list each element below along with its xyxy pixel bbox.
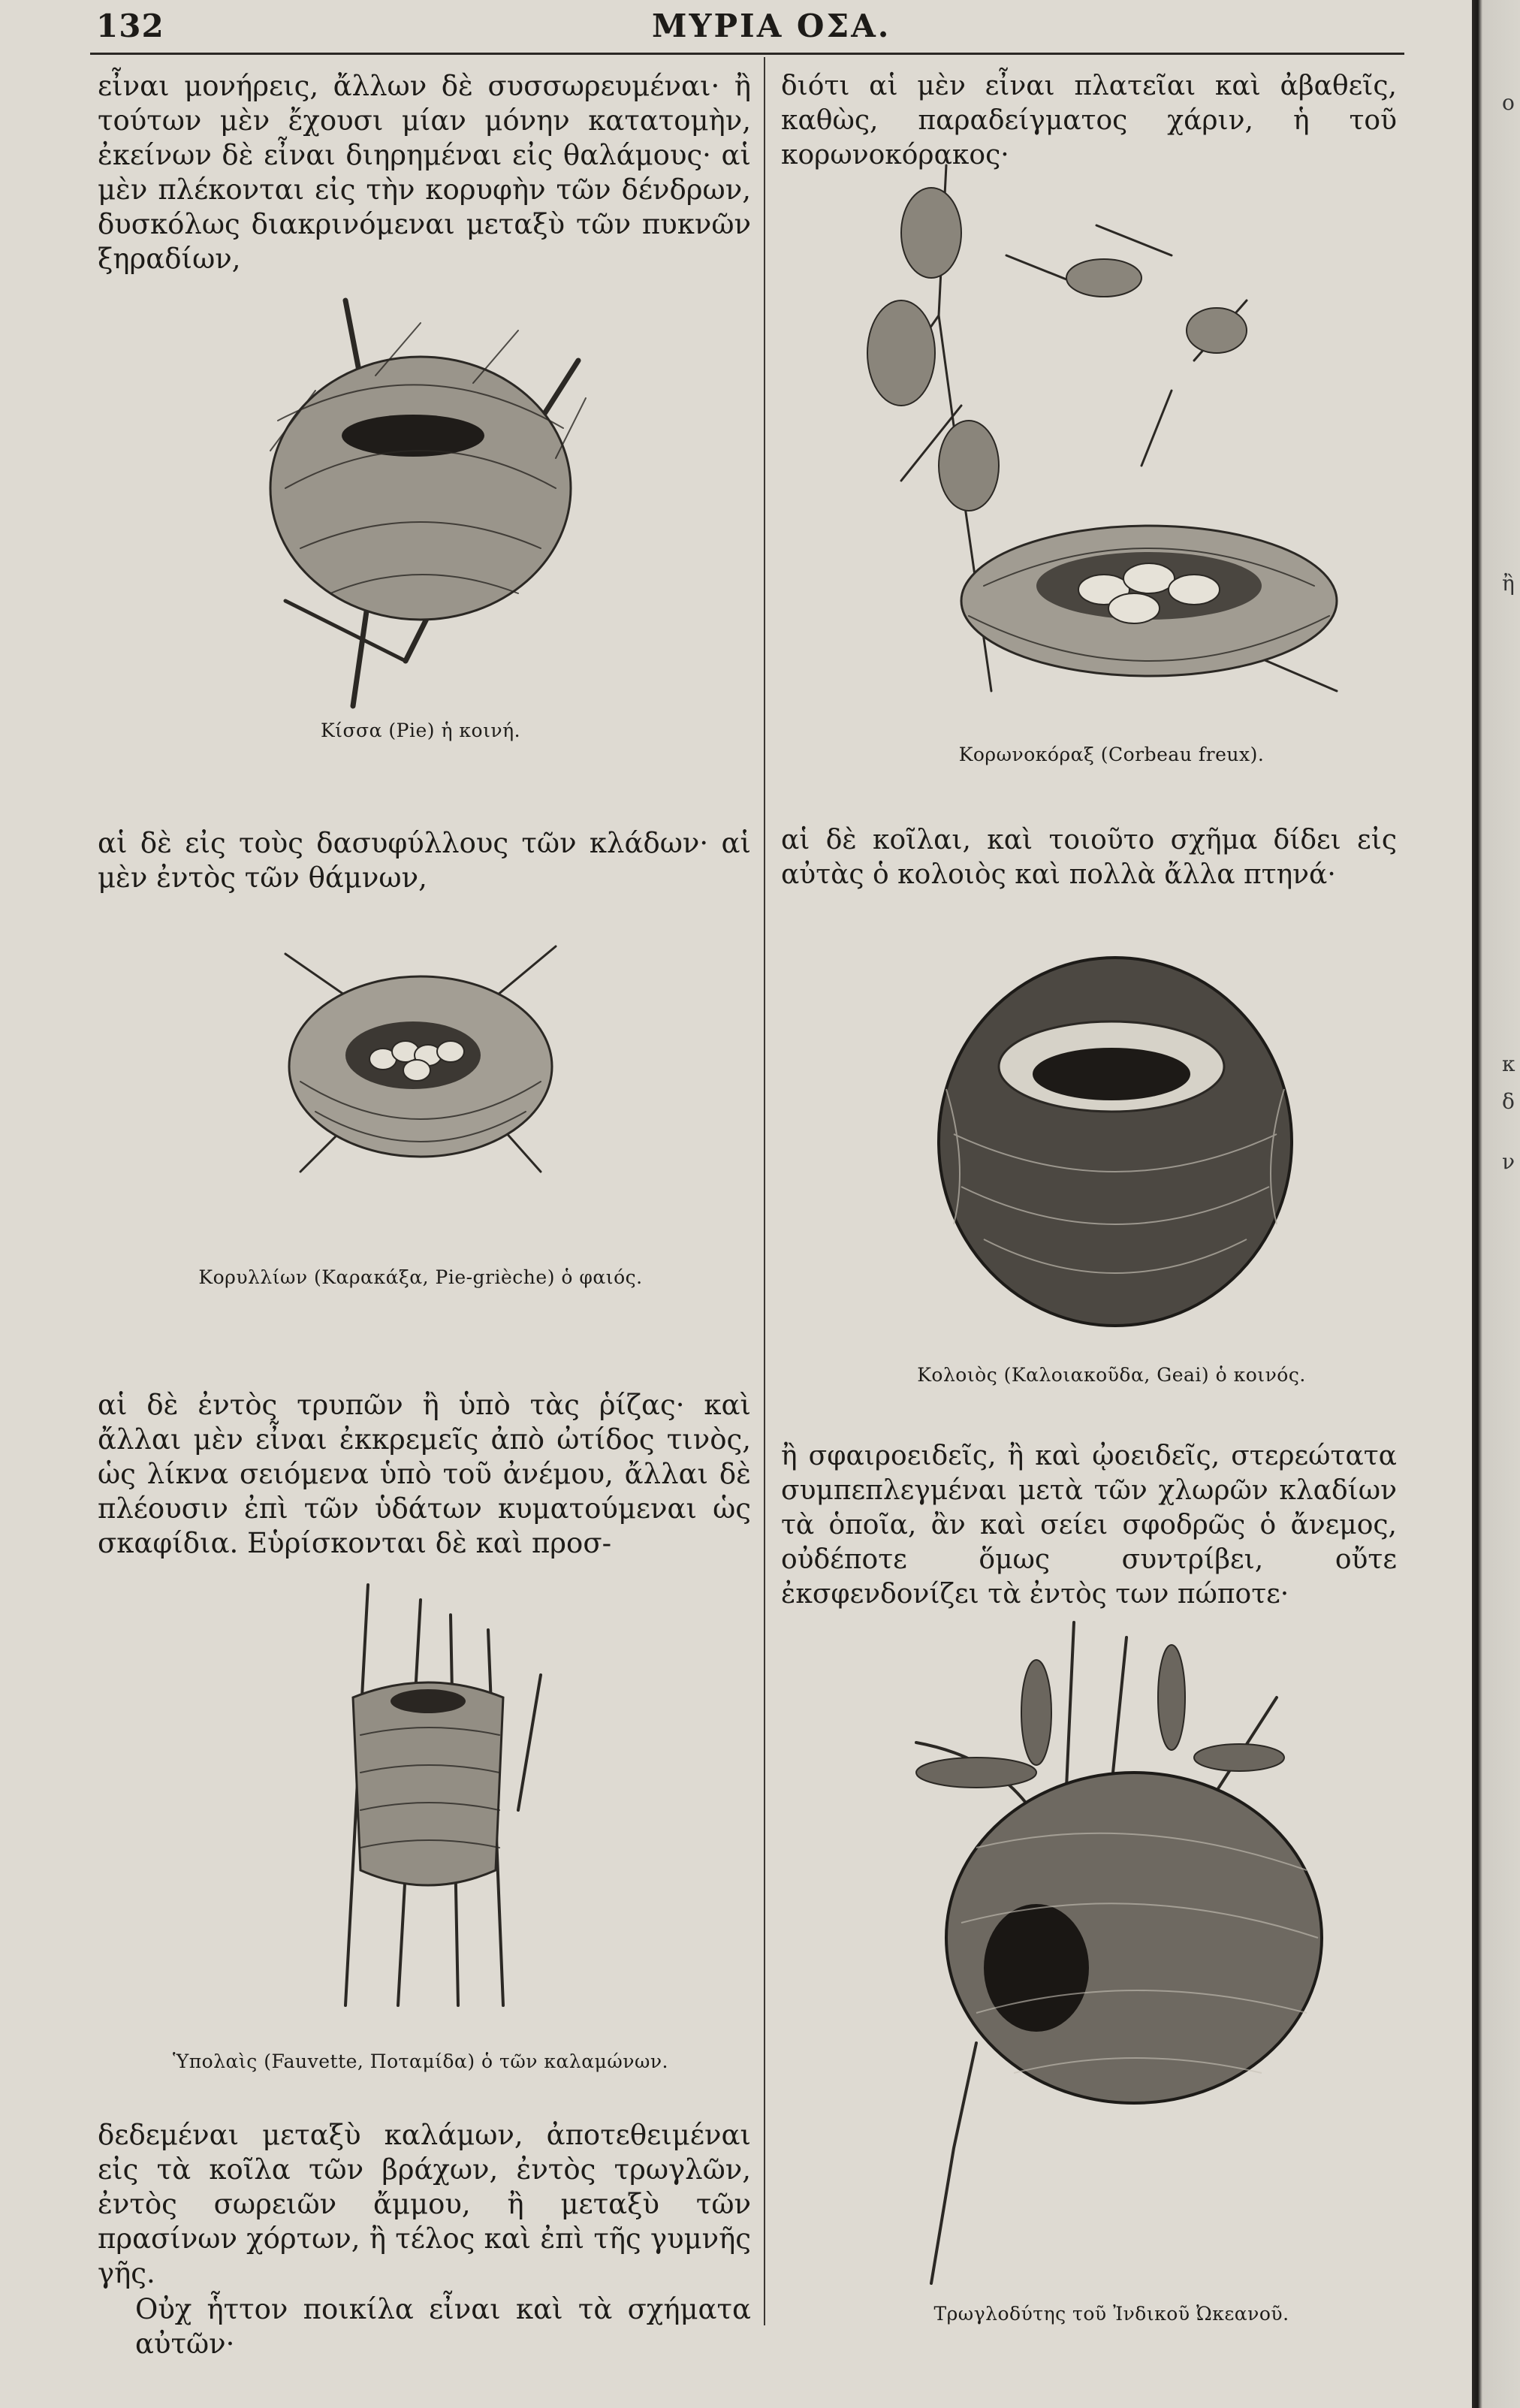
caption-shrike: Κορυλλίων (Καρακάξα, Pie-grièche) ὁ φαιός.	[198, 1266, 643, 1288]
adjacent-page-char: ν	[1502, 1149, 1515, 1174]
left-paragraph-4: δεδεμέναι μεταξὺ καλάμων, ἀποτεθειμέναι εἰς τὰ κοῖλα τῶν βράχων, ἐντὸς τρωγλῶν, ἐντὸς σωρειῶν ἄμμου, ἢ μεταξὺ τῶν πρασίνων χόρτων, ἢ τέλος καὶ ἐπὶ τῆς γυμνῆς γῆς.	[98, 2119, 751, 2289]
adjacent-page-char: δ	[1502, 1089, 1515, 1114]
left-paragraph-5: Οὐχ ἧττον ποικίλα εἶναι καὶ τὰ σχήματα αὐτῶν·	[135, 2293, 751, 2360]
jay-nest-illustration	[924, 939, 1307, 1337]
left-paragraph-3: αἱ δὲ ἐντὸς τρυπῶν ἢ ὑπὸ τὰς ῥίζας· καὶ ἄλλαι μὲν εἶναι ἐκκρεμεῖς ἀπὸ ὠτίδος τινὸς, ὡς λίκνα σειόμενα ὑπὸ τοῦ ἀνέμου, ἄλλαι δὲ πλέουσιν ἐπὶ τῶν ὑδάτων κυματούμεναι ὡς σκαφίδια. Εὑρίσκονται δὲ καὶ προσ-	[98, 1389, 751, 1559]
header-rule	[90, 53, 1404, 55]
right-paragraph-1: διότι αἱ μὲν εἶναι πλατεῖαι καὶ ἀβαθεῖς, καθὼς, παραδείγματος χάριν, ἡ τοῦ κορωνοκόρακος·	[781, 71, 1397, 170]
left-paragraph-1: εἶναι μονήρεις, ἄλλων δὲ συσσωρευμέναι· ἢ τούτων μὲν ἔχουσι μίαν μόνην κατατομὴν, ἐκείνων δὲ εἶναι διηρημέναι εἰς θαλάμους· αἱ μὲν πλέκονται εἰς τὴν κορυφὴν τῶν δένδρων, δυσκόλως διακρινόμεναι μεταξὺ τῶν πυκνῶν ξηραδίων,	[98, 70, 751, 275]
caption-warbler: Ὑπολαὶς (Fauvette, Ποταμίδα) ὁ τῶν καλαμώνων.	[172, 2050, 669, 2072]
caption-weaver: Τρωγλοδύτης τοῦ Ἰνδικοῦ Ὠκεανοῦ.	[933, 2303, 1289, 2325]
left-paragraph-2: αἱ δὲ εἰς τοὺς δασυφύλλους τῶν κλάδων· αἱ μὲν ἐντὸς τῶν θάμνων,	[98, 827, 751, 894]
weaver-nest-illustration	[886, 1622, 1337, 2298]
page-number: 132	[96, 8, 164, 44]
adjacent-page-char: κ	[1502, 1052, 1515, 1076]
column-divider	[764, 57, 765, 2325]
right-paragraph-2: αἱ δὲ κοῖλαι, καὶ τοιοῦτο σχῆμα δίδει εἰς αὐτὰς ὁ κολοιὸς καὶ πολλὰ ἄλλα πτηνά·	[781, 825, 1397, 890]
running-title: ΜΥΡΙΑ ΟΣΑ.	[652, 8, 891, 44]
caption-magpie: Κίσσα (Pie) ἡ κοινή.	[320, 720, 521, 741]
caption-rook: Κορωνοκόραξ (Corbeau freux).	[958, 744, 1265, 765]
adjacent-page-edge	[1472, 0, 1520, 2408]
warbler-reed-nest-illustration	[315, 1585, 541, 2005]
caption-jay: Κολοιὸς (Καλοιακοῦδα, Geai) ὁ κοινός.	[917, 1364, 1306, 1386]
right-paragraph-3: ἢ σφαιροειδεῖς, ἢ καὶ ᾠοειδεῖς, στερεώτατα συμπεπλεγμέναι μετὰ τῶν χλωρῶν κλαδίων τὰ ὁποῖα, ἂν καὶ σείει σφοδρῶς ὁ ἄνεμος, οὐδέποτε ὅμως συντρίβει, οὔτε ἐκσφενδονίζει τὰ ἐντὸς των πώποτε·	[781, 1441, 1397, 1610]
page-header	[96, 5, 1403, 47]
adjacent-page-char: ο	[1502, 90, 1515, 115]
magpie-nest-illustration	[225, 300, 616, 706]
adjacent-page-char: ἢ	[1502, 571, 1515, 596]
rook-nest-illustration	[856, 165, 1352, 706]
shrike-nest-illustration	[270, 931, 571, 1187]
